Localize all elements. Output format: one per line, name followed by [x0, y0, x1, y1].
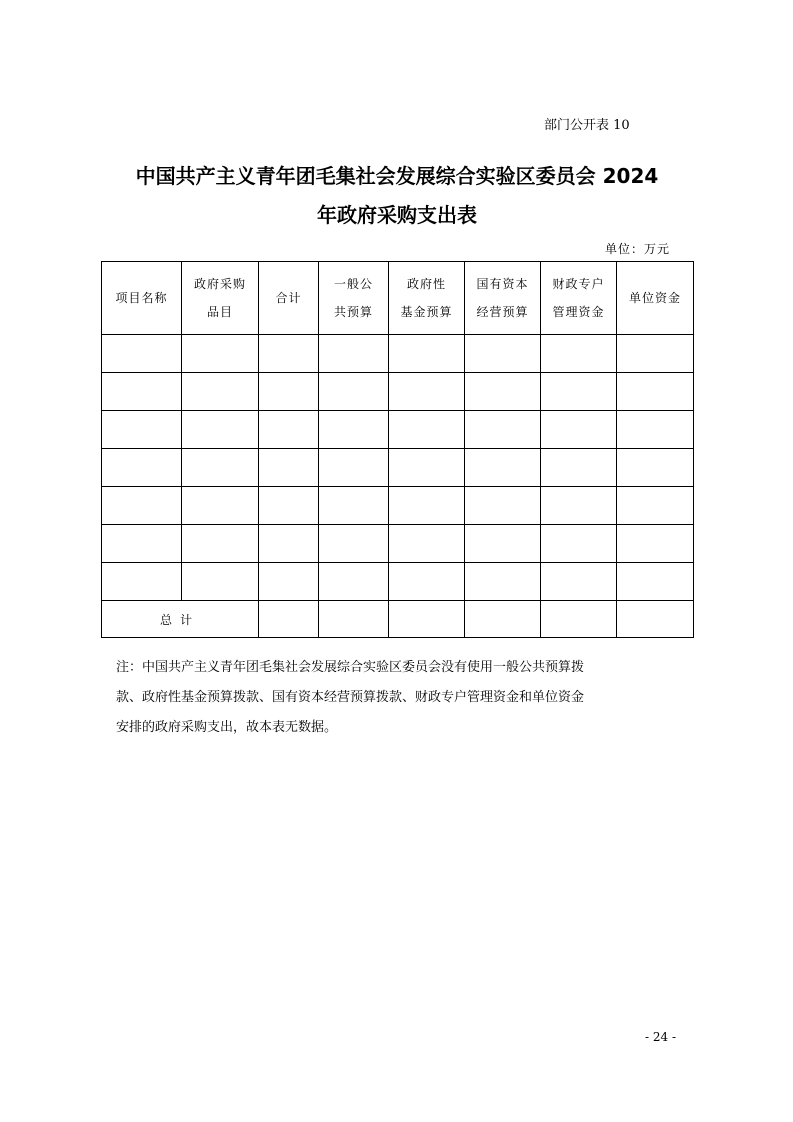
table-cell — [617, 525, 694, 563]
table-cell — [319, 525, 389, 563]
header-government-fund-budget: 政府性 基金预算 — [389, 262, 465, 335]
table-cell — [465, 411, 541, 449]
table-cell — [541, 335, 617, 373]
table-cell — [182, 487, 259, 525]
table-cell — [319, 335, 389, 373]
table-row — [102, 373, 694, 411]
table-cell — [617, 487, 694, 525]
header-item-name: 项目名称 — [102, 262, 182, 335]
table-cell — [259, 487, 319, 525]
table-cell — [617, 335, 694, 373]
table-cell — [259, 449, 319, 487]
table-cell — [541, 487, 617, 525]
header-general-public-budget: 一般公 共预算 — [319, 262, 389, 335]
header-unit-funds: 单位资金 — [617, 262, 694, 335]
table-cell — [389, 449, 465, 487]
table-cell — [617, 411, 694, 449]
table-cell — [389, 335, 465, 373]
page-title-line-2: 年政府采购支出表 — [317, 203, 477, 227]
table-note — [116, 653, 686, 743]
page-number: - 24 - — [645, 1030, 677, 1044]
table-cell — [259, 411, 319, 449]
table-cell — [182, 411, 259, 449]
page-title-line-1: 中国共产主义青年团毛集社会发展综合实验区委员会 2024 — [135, 164, 659, 188]
table-cell — [541, 373, 617, 411]
table-row — [102, 335, 694, 373]
header-special-account-funds: 财政专户 管理资金 — [541, 262, 617, 335]
table-cell — [541, 525, 617, 563]
table-cell — [617, 373, 694, 411]
table-row — [102, 487, 694, 525]
table-cell — [617, 449, 694, 487]
total-cell — [541, 601, 617, 638]
table-cell — [319, 487, 389, 525]
table-cell — [541, 563, 617, 601]
table-row — [102, 449, 694, 487]
table-cell — [389, 525, 465, 563]
table-cell — [617, 563, 694, 601]
total-cell — [389, 601, 465, 638]
table-cell — [259, 335, 319, 373]
total-cell — [259, 601, 319, 638]
table-cell — [259, 373, 319, 411]
table-cell — [319, 449, 389, 487]
table-row — [102, 525, 694, 563]
table-cell — [319, 411, 389, 449]
table-cell — [319, 373, 389, 411]
table-cell — [465, 449, 541, 487]
note-line-1: 注：中国共产主义青年团毛集社会发展综合实验区委员会没有使用一般公共预算拨 — [116, 660, 585, 675]
table-cell — [389, 411, 465, 449]
total-row — [102, 601, 694, 638]
table-cell — [465, 373, 541, 411]
table-cell — [102, 487, 182, 525]
table-cell — [182, 525, 259, 563]
note-line-2: 款、政府性基金预算拨款、国有资本经营预算拨款、财政专户管理资金和单位资金 — [116, 690, 585, 705]
table-cell — [465, 525, 541, 563]
table-cell — [465, 335, 541, 373]
total-cell — [617, 601, 694, 638]
table-header-row — [102, 262, 694, 335]
document-label: 部门公开表 10 — [544, 118, 630, 133]
unit-label: 单位：万元 — [605, 242, 671, 256]
table-cell — [102, 373, 182, 411]
table-row — [102, 411, 694, 449]
total-cell — [465, 601, 541, 638]
table-cell — [259, 525, 319, 563]
table-cell — [102, 449, 182, 487]
header-procurement-category: 政府采购 品目 — [182, 262, 259, 335]
total-label: 总计 — [102, 601, 259, 638]
table-cell — [102, 411, 182, 449]
table-cell — [389, 373, 465, 411]
table-cell — [102, 525, 182, 563]
table-cell — [102, 563, 182, 601]
table-cell — [182, 563, 259, 601]
table-cell — [541, 449, 617, 487]
header-state-capital-budget: 国有资本 经营预算 — [465, 262, 541, 335]
table-cell — [259, 563, 319, 601]
header-total: 合计 — [259, 262, 319, 335]
table-row — [102, 563, 694, 601]
table-cell — [389, 563, 465, 601]
table-cell — [465, 487, 541, 525]
table-cell — [541, 411, 617, 449]
table-cell — [182, 373, 259, 411]
table-cell — [182, 449, 259, 487]
table-cell — [389, 487, 465, 525]
table-cell — [182, 335, 259, 373]
total-cell — [319, 601, 389, 638]
table-cell — [465, 563, 541, 601]
procurement-table — [101, 261, 694, 638]
table-cell — [102, 335, 182, 373]
note-line-3: 安排的政府采购支出，故本表无数据。 — [116, 720, 338, 735]
table-cell — [319, 563, 389, 601]
